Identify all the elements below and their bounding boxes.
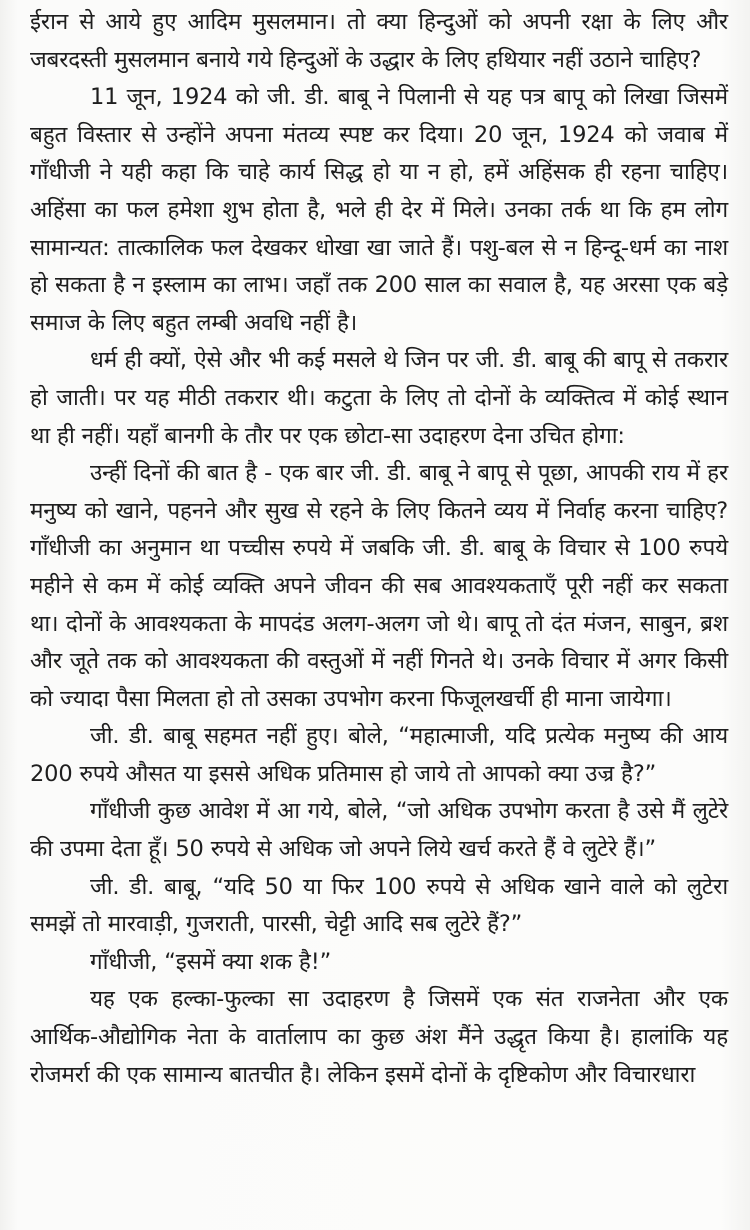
paragraph-8: गाँधीजी, “इसमें क्या शक है!” xyxy=(90,948,332,975)
paragraph-1: ईरान से आये हुए आदिम मुसलमान। तो क्या हिन्दुओं को अपनी रक्षा के लिए और जबरदस्ती मुसलमान बनाये गये हिन्दुओं के उद्धार के लिए हथियार नहीं उठाने चाहिए? xyxy=(30,9,728,73)
paragraph-5: जी. डी. बाबू सहमत नहीं हुए। बोले, “महात्माजी, यदि प्रत्येक मनुष्य की आय 200 रुपये औसत या इससे अधिक प्रतिमास हो जाये तो आपको क्या उज्र है?” xyxy=(30,723,728,787)
paragraph-6: गाँधीजी कुछ आवेश में आ गये, बोले, “जो अधिक उपभोग करता है उसे मैं लुटेरे की उपमा देता हूँ। 50 रुपये से अधिक जो अपने लिये खर्च करते हैं वे लुटेरे हैं।” xyxy=(30,798,728,863)
paragraph-2: 11 जून, 1924 को जी. डी. बाबू ने पिलानी से यह पत्र बापू को लिखा जिसमें बहुत विस्तार से उन्होंने अपना मंतव्य स्पष्ट कर दिया। 20 जून, 1924 को जवाब में गाँधीजी ने यही कहा कि चाहे कार्य सिद्ध हो या न हो, हमें अहिंसक ही रहना चाहिए। अहिंसा का फल हमेशा शुभ होता है, भले ही देर में मिले। उनका तर्क था कि हम लोग सामान्यत: तात्कालिक फल देखकर धोखा खा जाते हैं। पशु-बल से न हिन्दू-धर्म का नाश हो सकता है न इस्लाम का लाभ। जहाँ तक 200 साल का सवाल है, यह अरसा एक बड़े समाज के लिए बहुत लम्बी अवधि नहीं है। xyxy=(30,84,728,336)
paragraph-3: धर्म ही क्यों, ऐसे और भी कई मसले थे जिन पर जी. डी. बाबू की बापू से तकरार हो जाती। पर यह मीठी तकरार थी। कटुता के लिए तो दोनों के व्यक्तित्व में कोई स्थान था ही नहीं। यहाँ बानगी के तौर पर एक छोटा-सा उदाहरण देना उचित होगा: xyxy=(30,347,728,449)
paragraph-7: जी. डी. बाबू, “यदि 50 या फिर 100 रुपये से अधिक खाने वाले को लुटेरा समझें तो मारवाड़ी, गुजराती, पारसी, चेट्टी आदि सब लुटेरे हैं?” xyxy=(30,873,728,938)
page-text xyxy=(30,4,728,1094)
paragraph-4: उन्हीं दिनों की बात है - एक बार जी. डी. बाबू ने बापू से पूछा, आपकी राय में हर मनुष्य को खाने, पहनने और सुख से रहने के लिए कितने व्यय में निर्वाह करना चाहिए? गाँधीजी का अनुमान था पच्चीस रुपये में जबकि जी. डी. बाबू के विचार से 100 रुपये महीने से कम में कोई व्यक्ति अपने जीवन की सब आवश्यकताएँ पूरी नहीं कर सकता था। दोनों के आवश्यकता के मापदंड अलग-अलग जो थे। बापू तो दंत मंजन, साबुन, ब्रश और जूते तक को आवश्यकता की वस्तुओं में नहीं गिनते थे। उनके विचार में अगर किसी को ज्यादा पैसा मिलता हो तो उसका उपभोग करना फिजूलखर्ची ही माना जायेगा। xyxy=(30,460,728,712)
paragraph-9: यह एक हल्का-फुल्का सा उदाहरण है जिसमें एक संत राजनेता और एक आर्थिक-औद्योगिक नेता के वार्तालाप का कुछ अंश मैंने उद्धृत किया है। हालांकि यह रोजमर्रा की एक सामान्य बातचीत है। लेकिन इसमें दोनों के दृष्टिकोण और विचारधारा xyxy=(30,986,728,1088)
